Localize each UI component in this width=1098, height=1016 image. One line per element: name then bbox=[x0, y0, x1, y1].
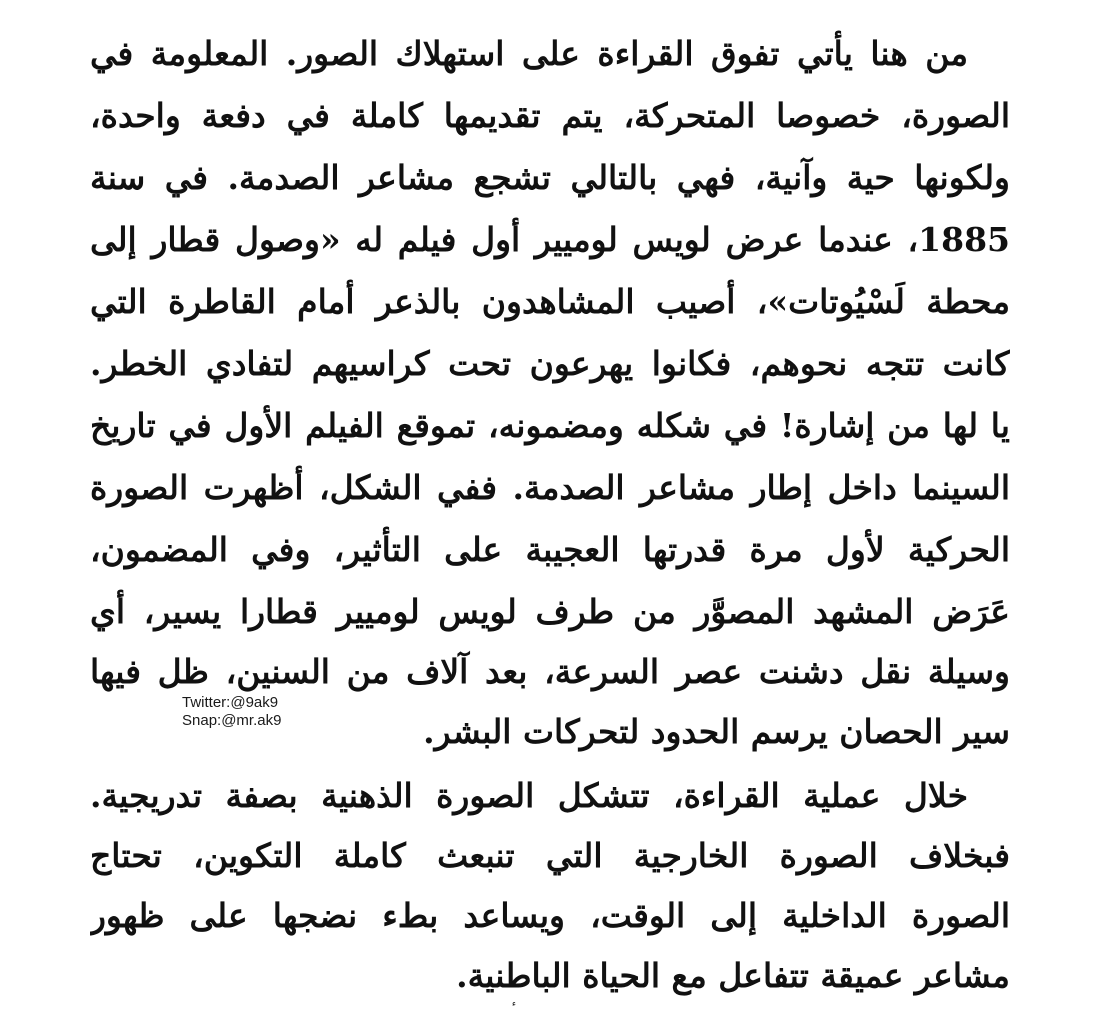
paragraph-1-line-10: عَرَض المشهد المصوَّر من طرف لويس لوميير قطارا يسير، أي bbox=[90, 592, 1010, 631]
watermark-snap: Snap:@mr.ak9 bbox=[182, 712, 282, 729]
paragraph-1-line-3: ولكونها حية وآنية، فهي بالتالي تشجع مشاعر الصدمة. في سنة bbox=[90, 158, 1010, 197]
paragraph-1-line-4: 1885، عندما عرض لويس لوميير أول فيلم له «وصول قطار إلى bbox=[90, 220, 1010, 259]
cropped-glyph-fragment bbox=[510, 1003, 518, 1016]
paragraph-1-line-7: يا لها من إشارة! في شكله ومضمونه، تموقع الفيلم الأول في تاريخ bbox=[90, 406, 1010, 445]
paragraph-1-line-2: الصورة، خصوصا المتحركة، يتم تقديمها كاملة في دفعة واحدة، bbox=[90, 96, 1010, 135]
paragraph-2-line-1: خلال عملية القراءة، تتشكل الصورة الذهنية بصفة تدريجية. bbox=[90, 776, 968, 815]
paragraph-1-line-1: من هنا يأتي تفوق القراءة على استهلاك الصور. المعلومة في bbox=[90, 34, 968, 73]
paragraph-2-line-4: مشاعر عميقة تتفاعل مع الحياة الباطنية. bbox=[456, 956, 1010, 995]
watermark bbox=[182, 694, 281, 730]
paragraph-1-line-5: محطة لَسْيُوتات»، أصيب المشاهدون بالذعر أمام القاطرة التي bbox=[90, 282, 1010, 321]
paragraph-1-line-6: كانت تتجه نحوهم، فكانوا يهرعون تحت كراسيهم لتفادي الخطر. bbox=[90, 344, 1010, 383]
paragraph-2-line-3: الصورة الداخلية إلى الوقت، ويساعد بطء نضجها على ظهور bbox=[90, 896, 1010, 935]
paragraph-2-line-2: فبخلاف الصورة الخارجية التي تنبعث كاملة التكوين، تحتاج bbox=[90, 836, 1010, 875]
paragraph-1-line-8: السينما داخل إطار مشاعر الصدمة. ففي الشكل، أظهرت الصورة bbox=[90, 468, 1010, 507]
watermark-twitter: Twitter:@9ak9 bbox=[182, 694, 279, 711]
paragraph-1-line-12: سير الحصان يرسم الحدود لتحركات البشر. bbox=[423, 712, 1010, 751]
paragraph-1-line-9: الحركية لأول مرة قدرتها العجيبة على التأثير، وفي المضمون، bbox=[90, 530, 1010, 569]
paragraph-1-line-11: وسيلة نقل دشنت عصر السرعة، بعد آلاف من السنين، ظل فيها bbox=[90, 652, 1010, 691]
